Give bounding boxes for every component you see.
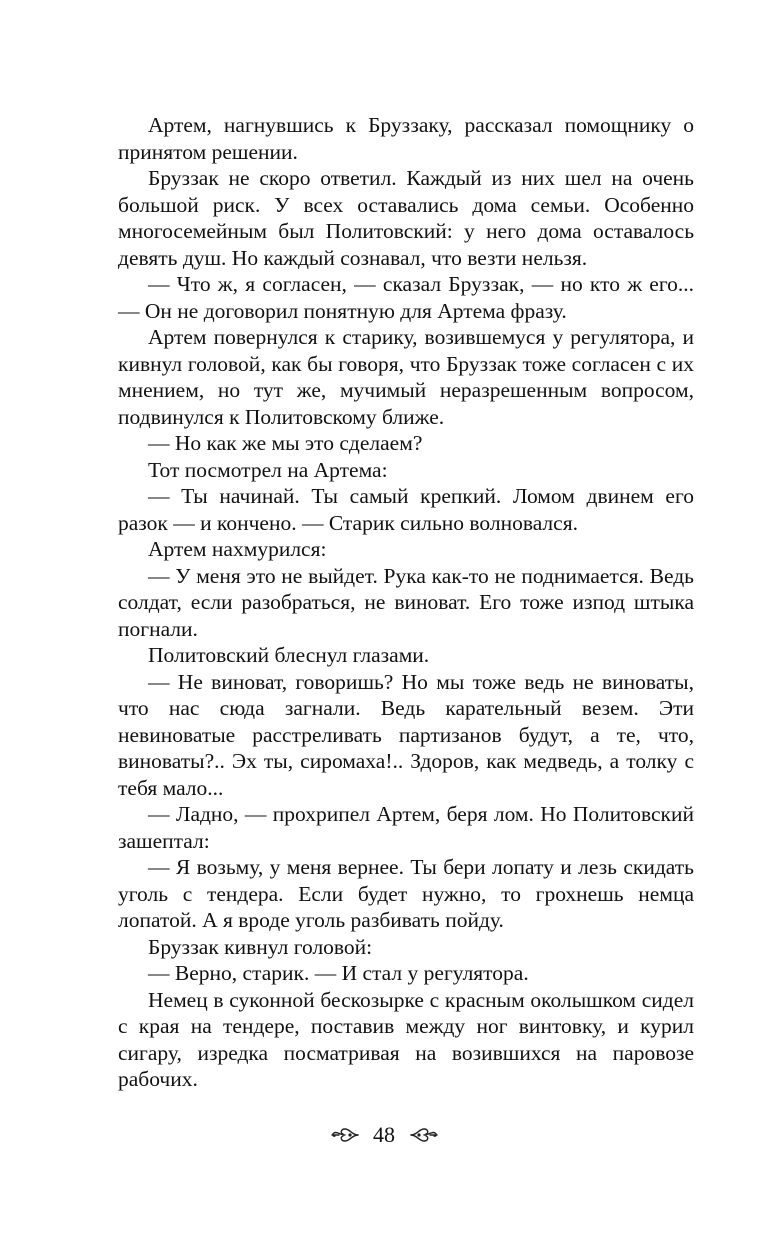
page-footer xyxy=(0,1120,768,1148)
paragraph-7: — Ты начинай. Ты самый крепкий. Ломом двинем его разок — и кончено. — Старик сильно волновался. xyxy=(118,484,694,535)
paragraph-10: Политовский блеснул глазами. xyxy=(148,643,430,667)
paragraph-11: — Не виноват, говоришь? Но мы тоже ведь не виноваты, что нас сюда загнали. Ведь карательный везем. Эти невиноватые расстреливать партизанов будут, а те, что, виноваты?.. Эх ты, сиромаха!.. Здоров, как медведь, а толку с тебя мало... xyxy=(118,669,694,800)
fleuron-left-icon xyxy=(330,1125,360,1145)
paragraph-1: Артем, нагнувшись к Бруззаку, рассказал помощнику о принятом решении. xyxy=(118,113,694,164)
page-number: 48 xyxy=(373,1121,395,1147)
fleuron-right-icon xyxy=(409,1125,439,1145)
paragraph-6: Тот посмотрел на Артема: xyxy=(148,457,388,482)
paragraph-3: — Что ж, я согласен, — сказал Бруззак, — но кто ж его... — Он не договорил понятную для Артема фразу. xyxy=(118,272,694,323)
paragraph-13: — Я возьму, у меня вернее. Ты бери лопату и лезь скидать уголь с тендера. Если будет нужно, то грохнешь немца лопатой. А я вроде уголь разбивать пойду. xyxy=(118,855,694,932)
paragraph-4: Артем повернулся к старику, возившемуся у регулятора, и кивнул головой, как бы говоря, что Бруззак тоже согласен с их мнением, но тут же, мучимый неразрешенным вопросом, подвинулся к Политовскому ближе. xyxy=(118,325,694,429)
paragraph-9: — У меня это не выйдет. Рука как-то не поднимается. Ведь солдат, если разобраться, не виноват. Его тоже изпод штыка погнали. xyxy=(118,563,694,641)
paragraph-16: Немец в суконной бескозырке с красным околышком сидел с края на тендере, поставив между ног винтовку, и курил сигару, изредка посматривая на возившихся на паровозе рабочих. xyxy=(118,987,694,1091)
paragraph-12: — Ладно, — прохрипел Артем, беря лом. Но Политовский зашептал: xyxy=(118,802,694,853)
paragraph-8: Артем нахмурился: xyxy=(148,537,327,561)
paragraph-2: Бруззак не скоро ответил. Каждый из них шел на очень большой риск. У всех оставались дома семьи. Особенно многосемейным был Политовский: у него дома оставалось девять душ. Но каждый сознавал, что везти нельзя. xyxy=(118,166,694,270)
paragraph-5: — Но как же мы это сделаем? xyxy=(148,431,423,455)
paragraph-14: Бруззак кивнул головой: xyxy=(148,934,373,959)
paragraph-15: — Верно, старик. — И стал у регулятора. xyxy=(148,961,529,985)
book-page-text xyxy=(118,112,694,1093)
